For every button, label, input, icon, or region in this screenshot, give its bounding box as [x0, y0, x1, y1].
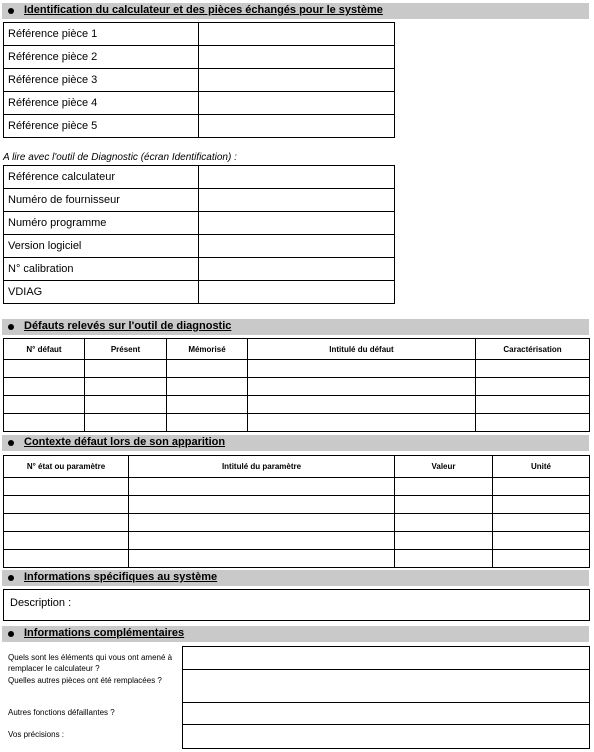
piece-label: Référence pièce 2 [4, 46, 199, 69]
defauts-table [3, 338, 590, 432]
diag-label: Numéro programme [4, 212, 199, 235]
bullet-icon [8, 8, 14, 14]
bullet-icon [8, 575, 14, 581]
diag-label: Numéro de fournisseur [4, 189, 199, 212]
section-title-defauts: Défauts relevés sur l'outil de diagnostic [24, 320, 232, 332]
column-header: Intitulé du défaut [248, 339, 476, 360]
pieces-table [3, 22, 395, 138]
piece-label: Référence pièce 5 [4, 115, 199, 138]
piece-value-cell[interactable] [199, 69, 395, 92]
table-row [183, 703, 590, 725]
table-cell[interactable] [4, 478, 129, 496]
column-header: Unité [493, 456, 590, 478]
table-cell[interactable] [129, 550, 395, 568]
piece-label: Référence pièce 3 [4, 69, 199, 92]
table-cell[interactable] [395, 532, 493, 550]
section-header-complementaires [2, 626, 589, 642]
table-header-row [4, 339, 590, 360]
table-row [183, 647, 590, 670]
table-cell[interactable] [4, 396, 85, 414]
diag-value-cell[interactable] [199, 235, 395, 258]
table-cell[interactable] [248, 396, 476, 414]
answer-cell[interactable] [183, 670, 590, 703]
piece-label: Référence pièce 4 [4, 92, 199, 115]
table-cell[interactable] [129, 514, 395, 532]
table-row [4, 281, 395, 304]
piece-value-cell[interactable] [199, 46, 395, 69]
diagnostic-table [3, 165, 395, 304]
section-title-identification: Identification du calculateur et des pièces échangés pour le système [24, 4, 383, 16]
table-cell[interactable] [476, 360, 590, 378]
table-row [4, 396, 590, 414]
section-header-informations [2, 570, 589, 586]
column-header: N° état ou paramètre [4, 456, 129, 478]
column-header: Mémorisé [167, 339, 248, 360]
table-row [4, 235, 395, 258]
table-cell[interactable] [85, 414, 167, 432]
table-cell[interactable] [4, 514, 129, 532]
table-row [4, 378, 590, 396]
table-cell[interactable] [129, 532, 395, 550]
diag-label: Version logiciel [4, 235, 199, 258]
bullet-icon [8, 440, 14, 446]
answer-cell[interactable] [183, 703, 590, 725]
table-cell[interactable] [493, 532, 590, 550]
section-header-contexte [2, 435, 589, 451]
table-row [4, 414, 590, 432]
table-cell[interactable] [248, 414, 476, 432]
table-row [183, 725, 590, 749]
column-header: N° défaut [4, 339, 85, 360]
table-row [4, 258, 395, 281]
question-text: Autres fonctions défaillantes ? [8, 708, 115, 717]
table-cell[interactable] [85, 396, 167, 414]
piece-value-cell[interactable] [199, 115, 395, 138]
table-cell[interactable] [167, 414, 248, 432]
table-row [4, 514, 590, 532]
table-row [4, 189, 395, 212]
piece-value-cell[interactable] [199, 23, 395, 46]
table-cell[interactable] [4, 496, 129, 514]
column-header: Valeur [395, 456, 493, 478]
table-row [4, 550, 590, 568]
table-row [4, 478, 590, 496]
table-row [4, 46, 395, 69]
table-cell[interactable] [167, 360, 248, 378]
table-cell[interactable] [493, 514, 590, 532]
table-cell[interactable] [248, 378, 476, 396]
contexte-table [3, 455, 590, 568]
answer-cell[interactable] [183, 647, 590, 670]
section-header-defauts [2, 319, 589, 335]
section-title-informations: Informations spécifiques au système [24, 571, 218, 583]
diag-label: N° calibration [4, 258, 199, 281]
table-row [4, 496, 590, 514]
piece-label: Référence pièce 1 [4, 23, 199, 46]
diag-value-cell[interactable] [199, 166, 395, 189]
table-cell[interactable] [395, 496, 493, 514]
section-title-complementaires: Informations complémentaires [24, 627, 185, 639]
table-header-row [4, 456, 590, 478]
table-cell[interactable] [129, 496, 395, 514]
table-cell[interactable] [395, 478, 493, 496]
table-cell[interactable] [4, 414, 85, 432]
diagnostic-caption: A lire avec l'outil de Diagnostic (écran Identification) : [3, 152, 237, 163]
bullet-icon [8, 631, 14, 637]
table-row [4, 23, 395, 46]
diag-value-cell[interactable] [199, 281, 395, 304]
question-text: Quels sont les éléments qui vous ont amené à remplacer le calculateur ? [8, 653, 173, 673]
section-header-identification [2, 3, 589, 19]
table-row [4, 115, 395, 138]
table-cell[interactable] [4, 550, 129, 568]
table-cell[interactable] [4, 532, 129, 550]
table-cell[interactable] [395, 514, 493, 532]
table-cell[interactable] [167, 396, 248, 414]
description-field[interactable] [3, 589, 590, 621]
table-row [183, 670, 590, 703]
table-cell[interactable] [476, 396, 590, 414]
table-row [4, 166, 395, 189]
table-cell[interactable] [476, 414, 590, 432]
table-cell[interactable] [395, 550, 493, 568]
diag-value-cell[interactable] [199, 258, 395, 281]
description-label: Description : [10, 597, 72, 609]
table-row [4, 92, 395, 115]
column-header: Intitulé du paramètre [129, 456, 395, 478]
table-cell[interactable] [493, 478, 590, 496]
question-text: Quelles autres pièces ont été remplacées ? [8, 676, 162, 685]
table-cell[interactable] [248, 360, 476, 378]
diag-label: Référence calculateur [4, 166, 199, 189]
diag-value-cell[interactable] [199, 189, 395, 212]
diag-value-cell[interactable] [199, 212, 395, 235]
table-row [4, 69, 395, 92]
section-title-contexte: Contexte défaut lors de son apparition [24, 436, 226, 448]
table-cell[interactable] [476, 378, 590, 396]
table-row [4, 360, 590, 378]
table-cell[interactable] [85, 360, 167, 378]
column-header: Caractérisation [476, 339, 590, 360]
table-cell[interactable] [493, 496, 590, 514]
table-cell[interactable] [493, 550, 590, 568]
diag-label: VDIAG [4, 281, 199, 304]
table-cell[interactable] [85, 378, 167, 396]
table-row [4, 532, 590, 550]
table-cell[interactable] [4, 378, 85, 396]
answer-cell[interactable] [183, 725, 590, 749]
table-cell[interactable] [129, 478, 395, 496]
piece-value-cell[interactable] [199, 92, 395, 115]
bullet-icon [8, 324, 14, 330]
table-cell[interactable] [4, 360, 85, 378]
table-row [4, 212, 395, 235]
table-cell[interactable] [167, 378, 248, 396]
complementaires-answer-table [182, 646, 590, 749]
column-header: Présent [85, 339, 167, 360]
question-text: Vos précisions : [8, 730, 65, 739]
